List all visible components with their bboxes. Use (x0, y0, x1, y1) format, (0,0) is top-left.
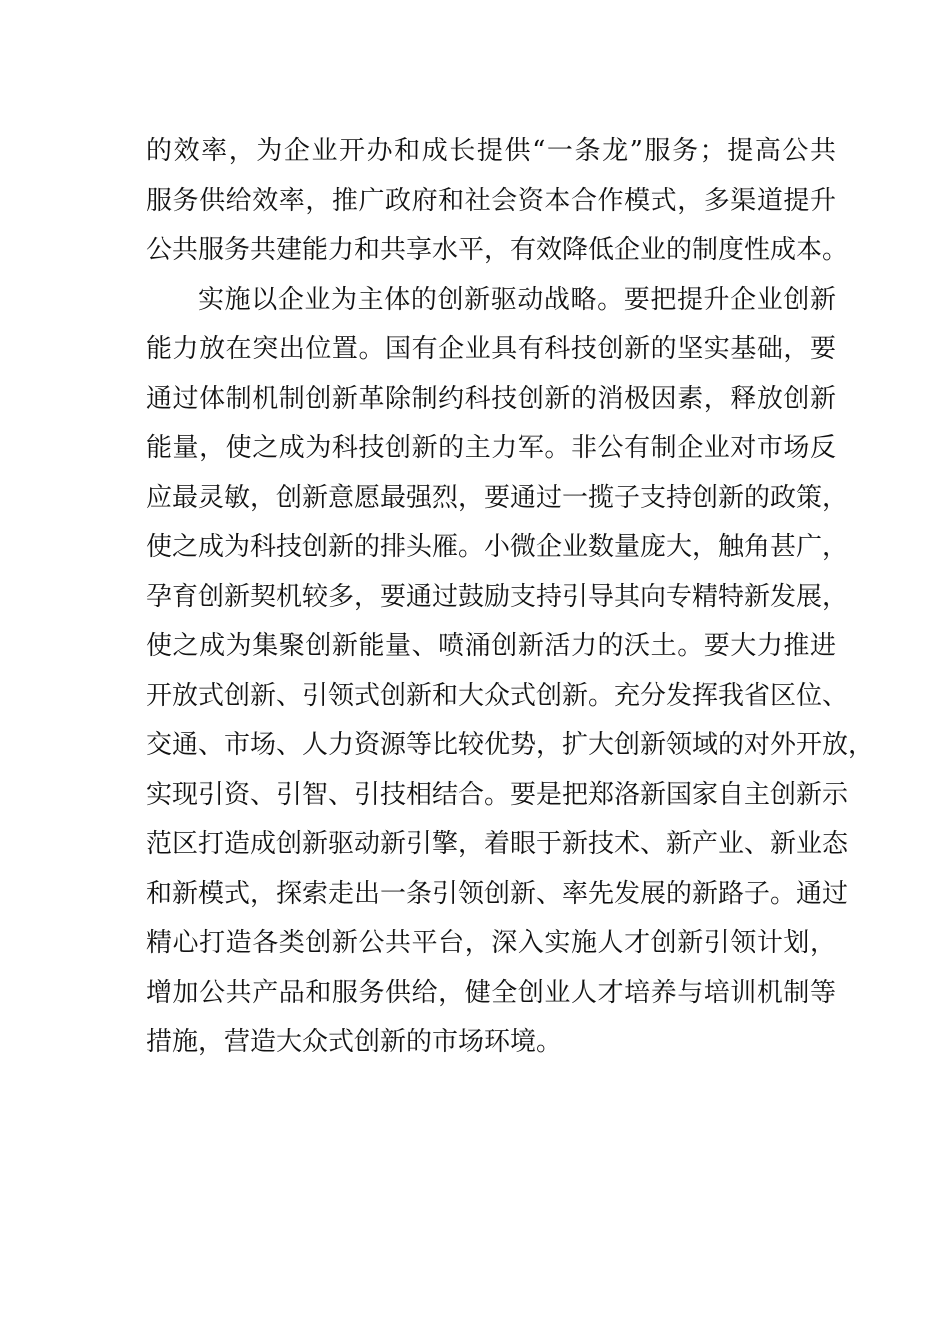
text-line: 服务供给效率，推广政府和社会资本合作模式，多渠道提升 (146, 185, 836, 216)
text-line: 应最灵敏，创新意愿最强烈，要通过一揽子支持创新的政策， (146, 482, 849, 513)
text-line: 措施，营造大众式创新的市场环境。 (146, 1027, 563, 1057)
text-line: 实现引资、引智、引技相结合。要是把郑洛新国家自主创新示 (146, 779, 849, 810)
text-line: 增加公共产品和服务供给，健全创业人才培养与培训机制等 (146, 977, 836, 1008)
text-line: 精心打造各类创新公共平台，深入实施人才创新引领计划， (146, 928, 836, 958)
text-line: 能量，使之成为科技创新的主力军。非公有制企业对市场反 (146, 433, 836, 463)
text-line: 的效率，为企业开办和成长提供“一条龙”服务；提高公共 (146, 136, 836, 166)
text-line: 开放式创新、引领式创新和大众式创新。充分发挥我省区位、 (146, 680, 849, 711)
paragraph-first-line: 实施以企业为主体的创新驱动战略。要把提升企业创新 (198, 284, 836, 315)
text-line: 通过体制机制创新革除制约科技创新的消极因素，释放创新 (146, 383, 836, 414)
text-line: 能力放在突出位置。国有企业具有科技创新的坚实基础，要 (146, 334, 836, 364)
text-line: 使之成为科技创新的排头雁。小微企业数量庞大，触角甚广， (146, 532, 849, 562)
text-line: 交通、市场、人力资源等比较优势，扩大创新领域的对外开放， (146, 730, 875, 760)
text-line: 和新模式，探索走出一条引领创新、率先发展的新路子。通过 (146, 878, 849, 909)
body-text (146, 127, 875, 1068)
text-line: 使之成为集聚创新能量、喷涌创新活力的沃土。要大力推进 (146, 631, 836, 661)
text-line: 孕育创新契机较多，要通过鼓励支持引导其向专精特新发展， (146, 581, 849, 612)
text-line: 范区打造成创新驱动新引擎，着眼于新技术、新产业、新业态 (146, 829, 849, 859)
text-line: 公共服务共建能力和共享水平，有效降低企业的制度性成本。 (146, 235, 849, 265)
